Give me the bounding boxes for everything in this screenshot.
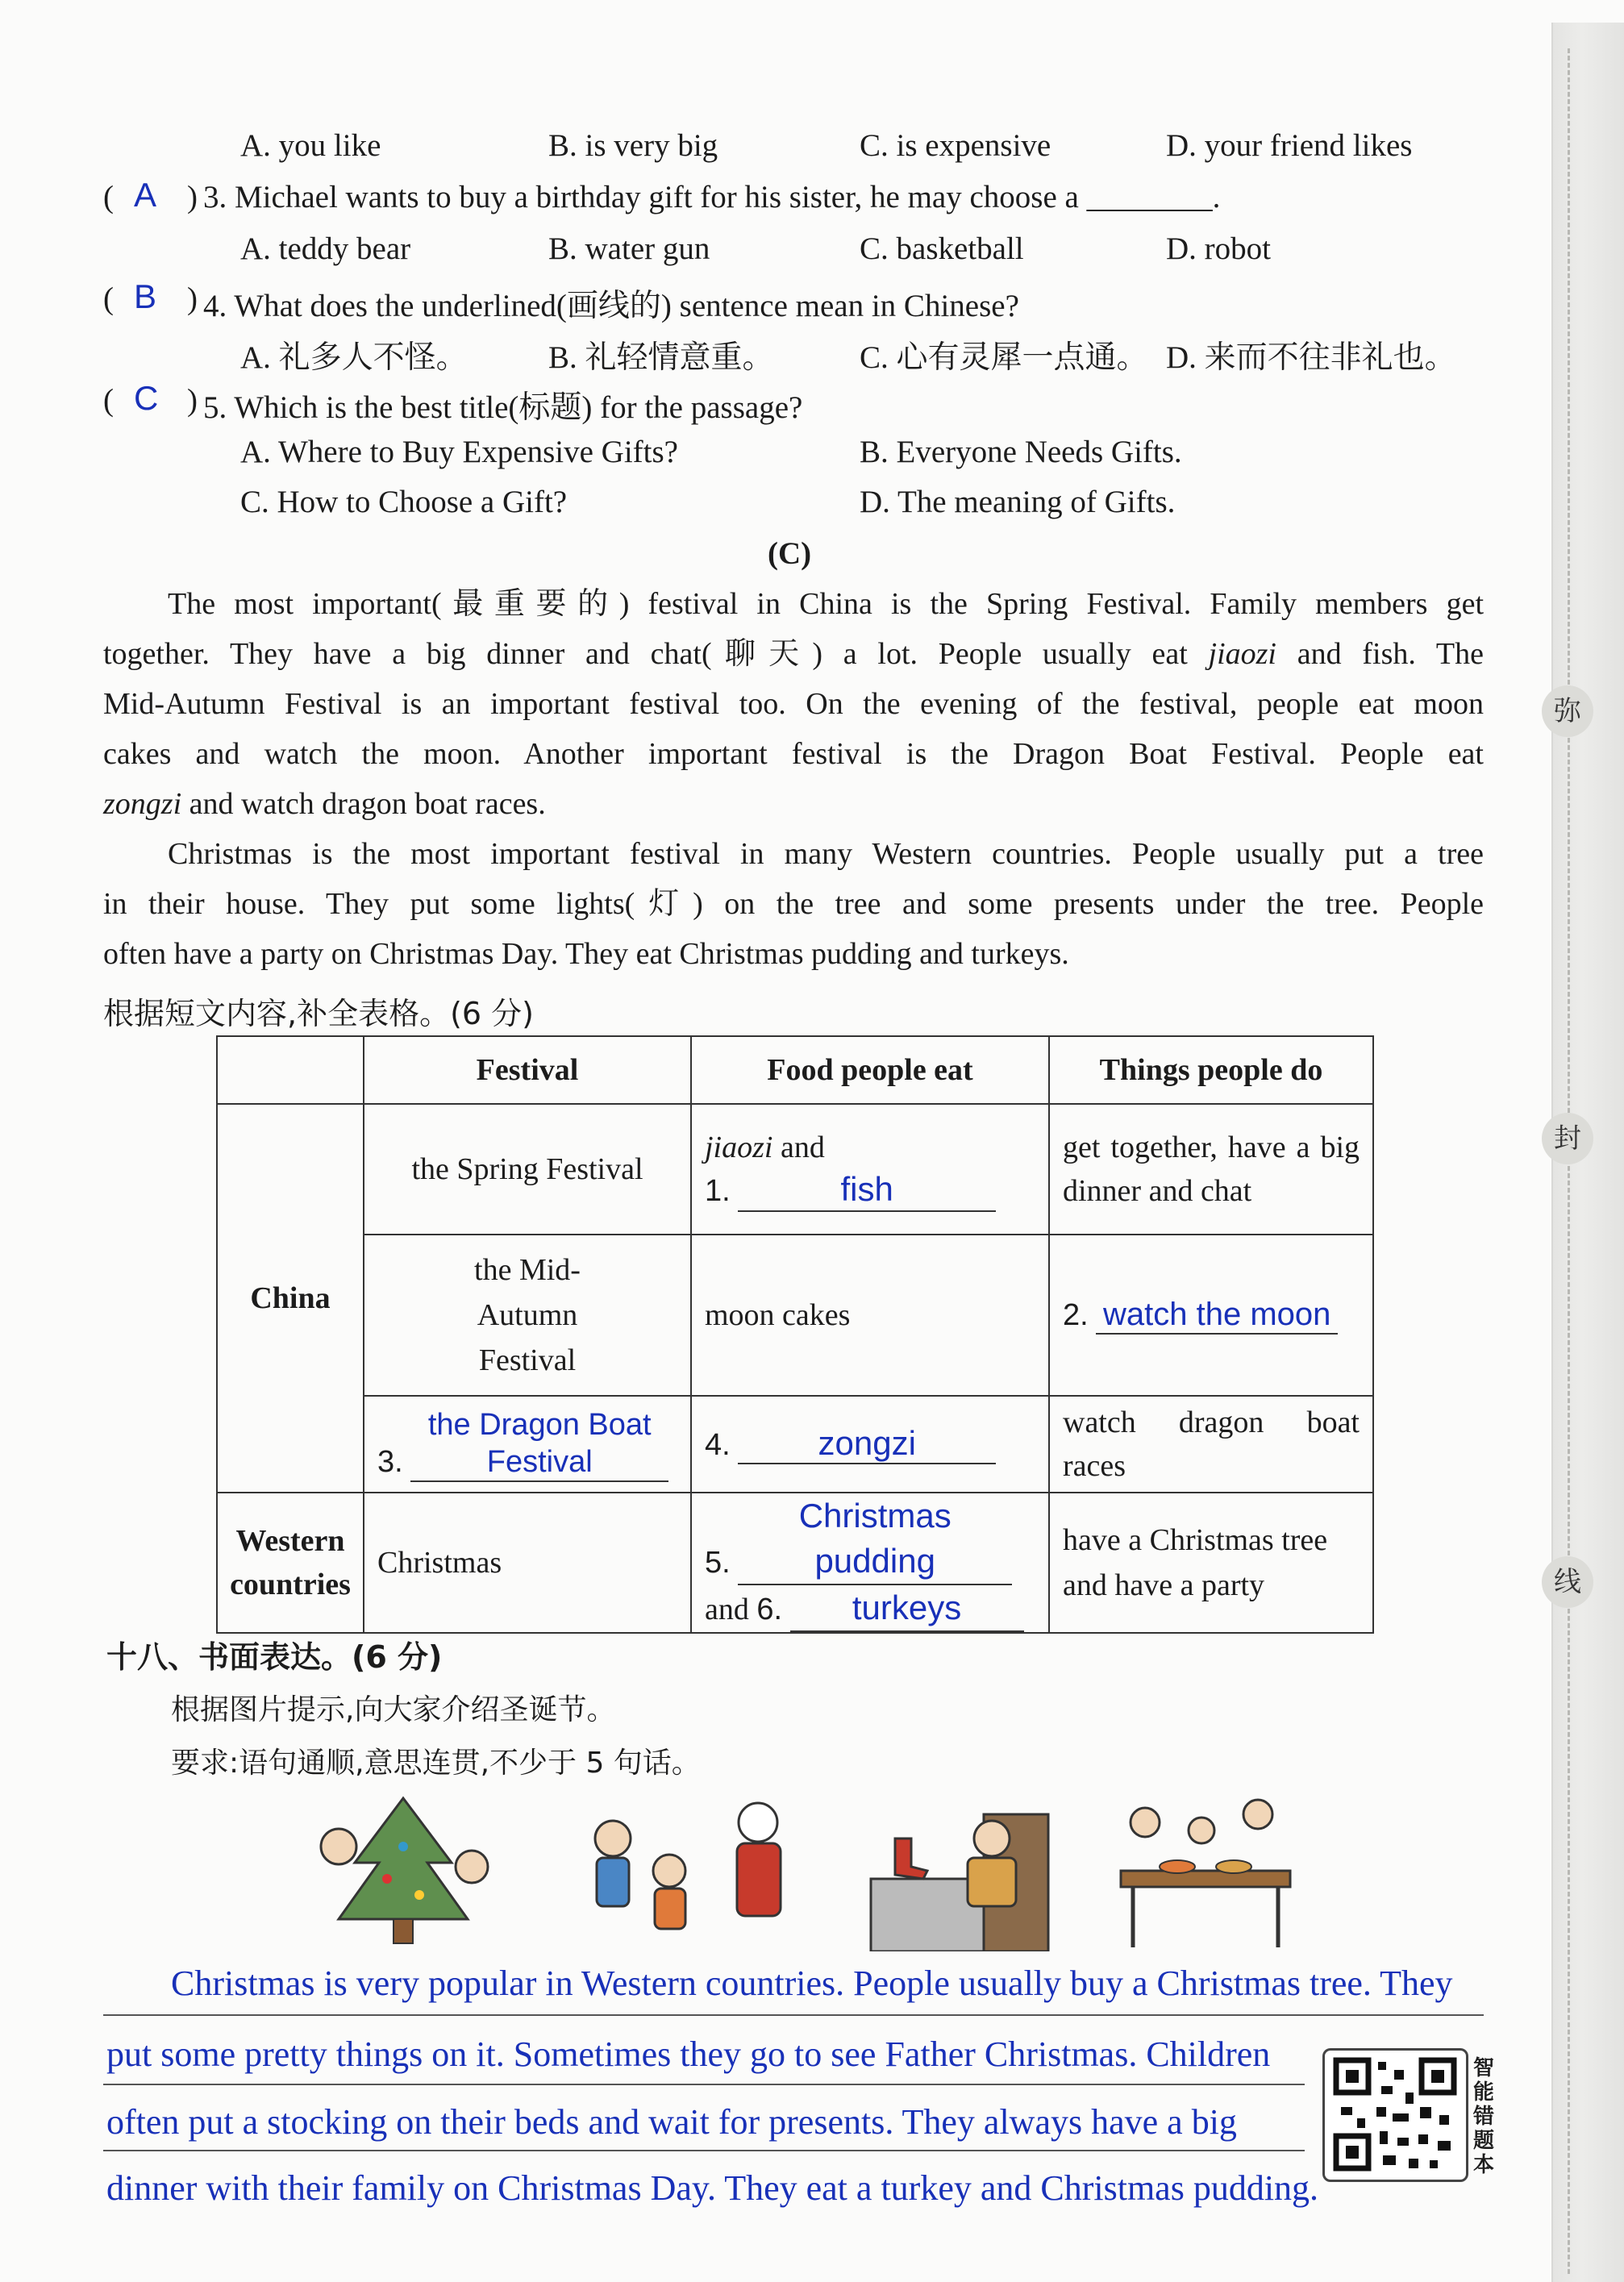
q3-option-a: A. teddy bear bbox=[240, 231, 411, 266]
q3-paren-open: ( bbox=[103, 180, 114, 214]
food-cell-1: jiaozi and 1. fish bbox=[691, 1104, 1049, 1235]
passage-p1-line4: cakes and watch the moon. Another important festival is the Dragon Boat Festival. People eat bbox=[103, 737, 1484, 771]
q5-paren-close: ) bbox=[187, 383, 198, 418]
q5-question: 5. Which is the best title(标题) for the passage? bbox=[203, 390, 803, 425]
passage-p1-line2: together. They have a big dinner and chat(聊天) a lot. People usually eat jiaozi and fish. The bbox=[103, 637, 1484, 671]
table-row bbox=[217, 1396, 1373, 1493]
qr-label: 智能错题本 bbox=[1472, 2056, 1494, 2177]
essay-line-1: Christmas is very popular in Western countries. People usually buy a Christmas tree. They bbox=[171, 1963, 1453, 2003]
q5-option-c: C. How to Choose a Gift? bbox=[240, 485, 568, 519]
q4-question: 4. What does the underlined(画线的) sentence mean in Chinese? bbox=[203, 289, 1019, 323]
q5-option-b: B. Everyone Needs Gifts. bbox=[860, 435, 1182, 469]
family-dinner-picture bbox=[1113, 1790, 1298, 1951]
essay-line-2: put some pretty things on it. Sometimes they go to see Father Christmas. Children bbox=[106, 2034, 1271, 2074]
q2-option-d: D. your friend likes bbox=[1166, 128, 1413, 163]
q2-option-b: B. is very big bbox=[548, 128, 718, 163]
word-jiaozi: jiaozi bbox=[1208, 637, 1276, 671]
western-cell: Western countries bbox=[217, 1493, 364, 1633]
things-cell-3: watch dragon boat races bbox=[1049, 1396, 1373, 1493]
things-cell-1: get together, have a big dinner and chat bbox=[1049, 1104, 1373, 1235]
writing-line-1 bbox=[103, 2014, 1484, 2016]
table-header-row bbox=[217, 1036, 1373, 1104]
food-cell-3: 4. zongzi bbox=[691, 1396, 1049, 1493]
answer-3: the Dragon Boat Festival bbox=[410, 1406, 668, 1482]
passage-p2-line2: in their house. They put some lights(灯) on the tree and some presents under the tree. People bbox=[103, 887, 1484, 921]
christmas-cell: Christmas bbox=[364, 1493, 691, 1633]
header-food: Food people eat bbox=[691, 1036, 1049, 1104]
father-christmas-picture bbox=[564, 1790, 806, 1951]
china-cell: China bbox=[217, 1104, 364, 1493]
q3-answer: A bbox=[134, 176, 157, 214]
essay-line-3: often put a stocking on their beds and wait for presents. They always have a big bbox=[106, 2102, 1237, 2142]
q3-paren-close: ) bbox=[187, 180, 198, 214]
q4-paren-close: ) bbox=[187, 281, 198, 316]
passage-p1-line5: zongzi and watch dragon boat races. bbox=[103, 787, 546, 821]
q4-option-c: C. 心有灵犀一点通。 bbox=[860, 340, 1148, 375]
food-cell-2: moon cakes bbox=[691, 1235, 1049, 1396]
spring-festival-cell: the Spring Festival bbox=[364, 1104, 691, 1235]
table-instruction: 根据短文内容,补全表格。(6 分) bbox=[103, 996, 534, 1031]
seal-char-feng: 封 bbox=[1542, 1113, 1593, 1164]
q4-option-d: D. 来而不往非礼也。 bbox=[1166, 340, 1456, 375]
seal-char-xian: 线 bbox=[1542, 1556, 1593, 1608]
passage bbox=[103, 579, 1484, 979]
table-row bbox=[217, 1104, 1373, 1235]
q5-option-a: A. Where to Buy Expensive Gifts? bbox=[240, 435, 678, 469]
q2-option-a: A. you like bbox=[240, 128, 381, 163]
q3-option-d: D. robot bbox=[1166, 231, 1271, 266]
passage-p1-line3: Mid-Autumn Festival is an important festival too. On the evening of the festival, people eat moon bbox=[103, 687, 1484, 721]
writing-prompt-2: 要求:语句通顺,意思连贯,不少于 5 句话。 bbox=[171, 1747, 701, 1780]
christmas-tree-picture bbox=[306, 1790, 500, 1951]
q5-answer: C bbox=[134, 379, 159, 417]
passage-p2-line3: often have a party on Christmas Day. They eat Christmas pudding and turkeys. bbox=[103, 937, 1069, 971]
q3-option-b: B. water gun bbox=[548, 231, 710, 266]
q2-option-c: C. is expensive bbox=[860, 128, 1051, 163]
q3-question: 3. Michael wants to buy a birthday gift for his sister, he may choose a ________. bbox=[203, 180, 1221, 214]
answer-6: turkeys bbox=[790, 1585, 1024, 1632]
stocking-bed-picture bbox=[863, 1790, 1056, 1951]
answer-5: Christmas pudding bbox=[738, 1493, 1012, 1585]
q4-option-b: B. 礼轻情意重。 bbox=[548, 340, 774, 375]
festival-table bbox=[216, 1035, 1374, 1634]
header-blank bbox=[217, 1036, 364, 1104]
things-cell-2: 2. watch the moon bbox=[1049, 1235, 1373, 1396]
word-zongzi: zongzi bbox=[103, 787, 182, 821]
passage-p1-line1: The most important(最重要的) festival in China is the Spring Festival. Family members get bbox=[168, 587, 1484, 621]
writing-line-2 bbox=[103, 2084, 1305, 2085]
essay-line-4: dinner with their family on Christmas Day. They eat a turkey and Christmas pudding. bbox=[106, 2168, 1319, 2208]
header-things: Things people do bbox=[1049, 1036, 1373, 1104]
food-cell-4: 5. Christmas pudding and 6. turkeys bbox=[691, 1493, 1049, 1633]
mid-autumn-cell: the Mid-Autumn Festival bbox=[364, 1235, 691, 1396]
seal-char-mi: 弥 bbox=[1542, 685, 1593, 737]
writing-prompt-1: 根据图片提示,向大家介绍圣诞节。 bbox=[171, 1693, 616, 1726]
writing-title: 十八、书面表达。(6 分) bbox=[106, 1639, 443, 1675]
q5-option-d: D. The meaning of Gifts. bbox=[860, 485, 1176, 519]
answer-2: watch the moon bbox=[1096, 1297, 1338, 1335]
dragon-boat-cell: 3. the Dragon Boat Festival bbox=[364, 1396, 691, 1493]
table-row bbox=[217, 1235, 1373, 1396]
things-cell-4: have a Christmas tree and have a party bbox=[1049, 1493, 1373, 1633]
q4-option-a: A. 礼多人不怪。 bbox=[240, 340, 468, 375]
answer-4: zongzi bbox=[738, 1424, 996, 1464]
q4-paren-open: ( bbox=[103, 281, 114, 316]
section-c-title: (C) bbox=[768, 536, 812, 571]
q4-answer: B bbox=[134, 277, 157, 315]
header-festival: Festival bbox=[364, 1036, 691, 1104]
writing-line-3 bbox=[103, 2150, 1305, 2151]
q5-paren-open: ( bbox=[103, 383, 114, 418]
q3-option-c: C. basketball bbox=[860, 231, 1024, 266]
qr-code-icon[interactable] bbox=[1322, 2048, 1468, 2182]
table-row bbox=[217, 1493, 1373, 1633]
answer-1: fish bbox=[738, 1168, 996, 1212]
passage-p2-line1: Christmas is the most important festival in many Western countries. People usually put a tree bbox=[168, 837, 1484, 871]
